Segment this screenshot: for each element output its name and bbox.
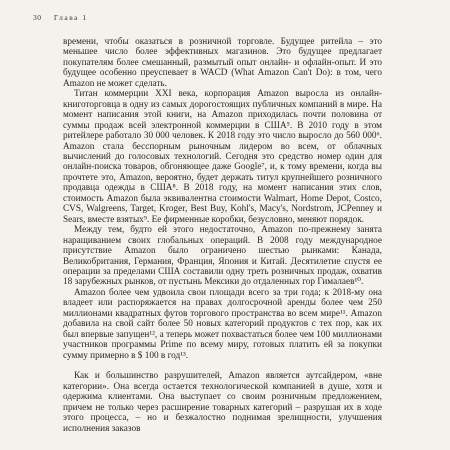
paragraph: Как и большинство разрушителей, Amazon является аутсайдером, «вне категории». Она всегда остается технологической компанией в душе, хотя и одержима клиентами. Она выступает со своим розничным предложением, причем не только через расширение товарных категорий – разрушая их в ходе этого процесса, – но и безжалостно поднимая зрелищности, улучшения исполнения заказов [63, 371, 382, 434]
running-header [33, 13, 413, 22]
paragraph: Amazon более чем удвоила свои площади всего за три года; к 2018-му она владеет или распоряжается на правах долгосрочной аренды более чем 250 миллионами квадратных футов торгового пространства во всем мире¹¹. Amazon добавила на свой сайт более 50 новых категорий продуктов с тех пор, как их был впервые запущен¹², а теперь может похвастаться более чем 100 миллионами участников программы Prime по всему миру, готовых платить ей за покупки сумму примерно в $ 100 в год¹³. [63, 287, 382, 361]
page-number: 30 [33, 13, 42, 22]
body-text [63, 37, 382, 434]
paragraph: Титан коммерции XXI века, корпорация Amazon выросла из онлайн-книготорговца в одну из самых дорогостоящих публичных компаний в мире. На момент написания этой книги, на Amazon приходилась почти половина от суммы продаж всей электронной коммерции в США⁵. В 2010 году в этом ритейлере работало 30 000 человек. К 2018 году это число выросло до 560 000⁶. Amazon стала бесспорным рыночным лидером во всем, от облачных вычислений до голосовых технологий. Сегодня это средство номер один для онлайн-поиска товаров, обгоняющее даже Google⁷, и, к тому времени, когда вы прочтете это, Amazon, вероятно, будет держать титул крупнейшего розничного продавца одежды в США⁸. В 2018 году, на момент написания этих слов, стоимость Amazon была эквивалентна стоимости Walmart, Home Depot, Costco, CVS, Walgreens, Target, Kroger, Best Buy, Kohl's, Macy's, Nordstrom, JCPenney и Sears, вместе взятых⁹. Ее фирменные коробки, безусловно, меняют порядок. [63, 89, 382, 225]
paragraph: Между тем, будто ей этого недостаточно, Amazon по-прежнему занята наращиванием своих глобальных операций. В 2008 году международное присутствие Amazon было ограничено шестью рынками: Канада, Великобритания, Германия, Франция, Япония и Китай. Десятилетие спустя ее операции за пределами США составили одну треть розничных продаж, охватив 18 зарубежных рынков, от пустынь Мексики до отдаленных гор Гималаев¹⁰. [63, 225, 382, 288]
paragraph: времени, чтобы оказаться в розничной торговле. Будущее ритейла – это меньшее число более эффективных магазинов. Это будущее предлагает покупателям более смешанный, размытый опыт онлайн- и офлайн-опыт. И это будущее особенно преуспевает в WACD (What Amazon Can't Do): в том, чего Amazon не может сделать. [63, 37, 382, 89]
chapter-title: Глава 1 [53, 13, 88, 22]
